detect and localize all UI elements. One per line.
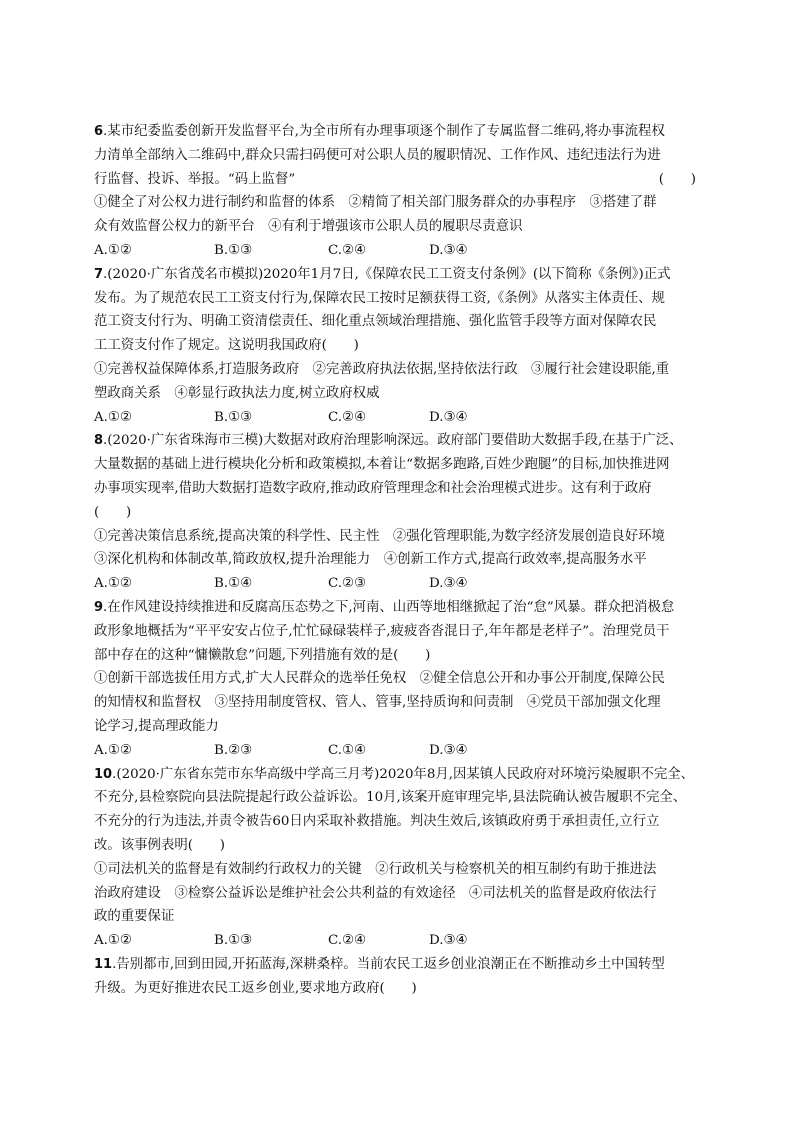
- option-c: C.②③: [328, 576, 367, 592]
- question-stem-line: 范工资支付行为、明确工资清偿责任、细化重点领域治理措施、强化监管手段等方面对保障农民: [94, 314, 657, 330]
- statement-line: 的知情权和监督权 ③坚持用制度管权、管人、管事,坚持质询和问责制 ④党员干部加强文化理: [94, 695, 661, 711]
- question-number: 6: [94, 124, 104, 139]
- option-a: A.①②: [94, 933, 132, 949]
- answer-options: [94, 739, 704, 763]
- question-number: 10: [94, 766, 113, 782]
- statement-line: ③深化机构和体制改革,简政放权,提升治理能力 ④创新工作方式,提高行政效率,提高服务水平: [94, 552, 647, 568]
- statement-line: ①完善决策信息系统,提高决策的科学性、民主性 ②强化管理职能,为数字经济发展创造良好环境: [94, 528, 665, 544]
- statement-line: ①健全了对公权力进行制约和监督的体系 ②精简了相关部门服务群众的办事程序 ③搭建了群: [94, 195, 657, 211]
- question-stem-line: 6.某市纪委监委创新开发监督平台,为全市所有办理事项逐个制作了专属监督二维码,将办事流程权: [94, 124, 665, 139]
- statement-line: ①司法机关的监督是有效制约行政权力的关键 ②行政机关与检察机关的相互制约有助于推进法: [94, 861, 657, 877]
- question-number: 11: [94, 956, 113, 972]
- answer-options: [94, 239, 704, 263]
- option-d: D.③④: [429, 933, 468, 949]
- question-stem-line: ( ): [94, 504, 132, 520]
- option-d: D.③④: [429, 576, 468, 592]
- option-d: D.③④: [429, 409, 468, 425]
- question-6: [94, 120, 704, 263]
- option-a: A.①②: [94, 576, 132, 592]
- question-stem-line: 工工资支付作了规定。这说明我国政府( ): [94, 338, 359, 354]
- option-d: D.③④: [429, 242, 468, 258]
- question-10: [94, 763, 704, 953]
- question-stem-line: 不充分,县检察院向县法院提起行政公益诉讼。10月,该案开庭审理完毕,县法院确认被告履职不完全、: [94, 790, 687, 806]
- question-stem-line: 9.在作风建设持续推进和反腐高压态势之下,河南、山西等地相继掀起了治“怠”风暴。群众把消极怠: [94, 599, 675, 615]
- question-stem-line: 11.告别都市,回到田园,开拓蓝海,深耕桑梓。当前农民工返乡创业浪潮正在不断推动乡土中国转型: [94, 956, 665, 972]
- option-b: B.①③: [214, 409, 253, 425]
- option-a: A.①②: [94, 409, 132, 425]
- answer-blank: ( ): [658, 171, 696, 187]
- statement-line: ①完善权益保障体系,打造服务政府 ②完善政府执法依据,坚持依法行政 ③履行社会建设职能,重: [94, 361, 670, 377]
- option-b: B.②③: [214, 742, 253, 758]
- statement-line: 众有效监督公权力的新平台 ④有利于增强该市公职人员的履职尽责意识: [94, 219, 523, 235]
- option-c: C.①④: [328, 742, 367, 758]
- option-a: A.①②: [94, 242, 132, 258]
- question-stem-line: 部中存在的这种“慵懒散怠”问题,下列措施有效的是( ): [94, 647, 431, 663]
- question-number: 8: [94, 433, 104, 449]
- question-stem-line: 办事项实现率,借助大数据打造数字政府,推动政府管理理念和社会治理模式进步。这有利于政府: [94, 480, 652, 496]
- statement-line: 政的重要保证: [94, 909, 175, 925]
- option-d: D.③④: [429, 742, 468, 758]
- option-b: B.①④: [214, 576, 253, 592]
- question-stem-line: 行监督、投诉、举报。“码上监督” ( ): [94, 168, 704, 192]
- statement-line: 塑政商关系 ④彰显行政执法力度,树立政府权威: [94, 385, 380, 401]
- question-stem-line: 政形象地概括为“平平安安占位子,忙忙碌碌装样子,疲疲沓沓混日子,年年都是老样子”。治理党员干: [94, 623, 670, 639]
- option-c: C.②④: [328, 242, 367, 258]
- question-number: 9: [94, 599, 104, 615]
- answer-options: [94, 572, 704, 596]
- option-c: C.②④: [328, 409, 367, 425]
- statement-line: 论学习,提高理政能力: [94, 718, 219, 734]
- question-stem-line: 力清单全部纳入二维码中,群众只需扫码便可对公职人员的履职情况、工作作风、违纪违法行为进: [94, 147, 661, 163]
- question-number: 7: [94, 266, 104, 282]
- statement-line: 治政府建设 ③检察公益诉讼是维护社会公共利益的有效途径 ④司法机关的监督是政府依法行: [94, 885, 657, 901]
- option-c: C.②④: [328, 933, 367, 949]
- question-stem-line: 改。该事例表明( ): [94, 837, 225, 853]
- question-7: [94, 263, 704, 430]
- option-b: B.①③: [214, 242, 253, 258]
- question-stem-line: 不充分的行为违法,并责令被告60日内采取补救措施。判决生效后,该镇政府勇于承担责任,立行立: [94, 814, 660, 830]
- answer-options: [94, 406, 704, 430]
- question-stem-line: 升级。为更好推进农民工返乡创业,要求地方政府( ): [94, 980, 417, 996]
- question-stem-line: 大量数据的基础上进行模块化分析和政策模拟,本着让“数据多跑路,百姓少跑腿”的目标,加快推进网: [94, 457, 670, 473]
- answer-options: [94, 929, 704, 953]
- option-b: B.①③: [214, 933, 253, 949]
- question-stem-line: 发布。为了规范农民工工资支付行为,保障农民工按时足额获得工资,《条例》从落实主体责任、规: [94, 290, 665, 306]
- question-stem-line: 10.(2020·广东省东莞市东华高级中学高三月考)2020年8月,因某镇人民政府对环境污染履职不完全、: [94, 766, 695, 782]
- question-stem-line: 8.(2020·广东省珠海市三模)大数据对政府治理影响深远。政府部门要借助大数据手段,在基于广泛、: [94, 433, 683, 449]
- question-9: [94, 596, 704, 763]
- question-11: [94, 953, 704, 1001]
- question-8: [94, 429, 704, 596]
- question-stem-line: 7.(2020·广东省茂名市模拟)2020年1月7日,《保障农民工工资支付条例》(以下简称《条例》)正式: [94, 266, 671, 282]
- exam-page: [94, 120, 704, 1000]
- statement-line: ①创新干部选拔任用方式,扩大人民群众的选举任免权 ②健全信息公开和办事公开制度,保障公民: [94, 671, 665, 687]
- option-a: A.①②: [94, 742, 132, 758]
